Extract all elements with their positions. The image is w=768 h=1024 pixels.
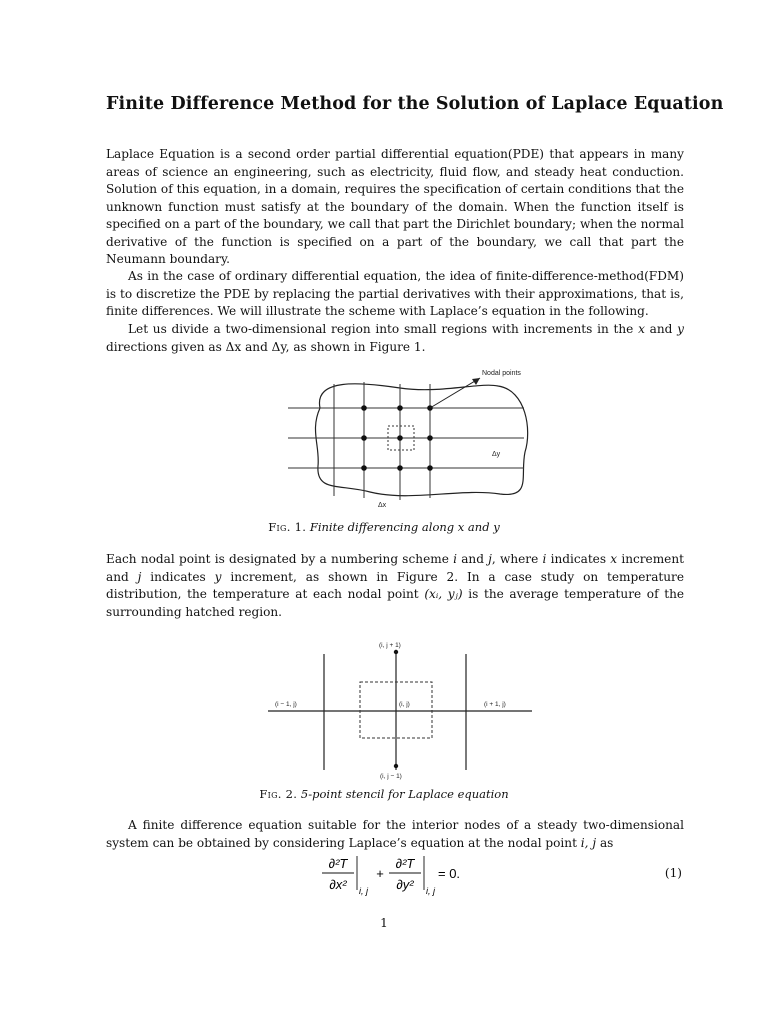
nodal-point: [361, 465, 367, 471]
node-bottom-label: (i, j − 1): [380, 773, 402, 780]
nodal-point: [397, 405, 403, 411]
nodal-point: [427, 465, 433, 471]
page-number: 1: [380, 916, 388, 930]
nodal-pointer-arrow: [430, 378, 480, 408]
paragraph-nodal-scheme: Each nodal point is designated by a numbering scheme i and j, where i indicates x increment and j indicates y increment, as shown in Figure 2. In a case study on temperature distribution, the temperature at each nodal point (xᵢ, yⱼ) is the average temperature of the surrounding hatched region.: [106, 552, 685, 619]
eq-subscript-2: i, j: [426, 886, 435, 896]
node-top: [394, 650, 398, 654]
nodal-point: [397, 435, 403, 441]
figure-1-caption: Fig. 1. Finite differencing along x and y: [268, 520, 500, 534]
node-bottom: [394, 764, 398, 768]
nodal-point: [361, 435, 367, 441]
equation-1: [0, 852, 768, 898]
domain-boundary: [315, 384, 527, 496]
paragraph-divide-region: Let us divide a two-dimensional region into small regions with increments in the x and y directions given as Δx and Δy, as shown in Figure 1.: [106, 322, 684, 354]
paragraph-intro: Laplace Equation is a second order partial differential equation(PDE) that appears in many areas of science an engineering, such as electricity, fluid flow, and steady heat conduction. Solution of this equation, in a domain, requires the specification of certain conditions that the unknown function must satisfy at the boundary of the domain. When the function itself is specified on a part of the boundary, we call that part the Dirichlet boundary; when the normal derivative of the function is specified on a part of the boundary, we call that part the Neumann boundary.: [106, 147, 684, 266]
node-right-label: (i + 1, j): [484, 701, 506, 708]
nodal-point: [397, 465, 403, 471]
eq-denominator-2: ∂y²: [396, 877, 414, 892]
paragraph-finite-difference-equation: A finite difference equation suitable for the interior nodes of a steady two-dimensional system can be obtained by considering Laplace’s equation at the nodal point i, j as: [106, 818, 684, 850]
figure-2-caption: Fig. 2. 5-point stencil for Laplace equation: [259, 787, 509, 801]
figure-2-diagram: [268, 640, 532, 782]
delta-y-label: Δy: [492, 451, 501, 458]
delta-x-label: Δx: [378, 502, 387, 509]
eq-numerator-1: ∂²T: [328, 856, 348, 871]
page-title: Finite Difference Method for the Solution of Laplace Equation: [106, 94, 724, 114]
nodal-point: [361, 405, 367, 411]
eq-numerator-2: ∂²T: [395, 856, 415, 871]
figure-1-diagram: [280, 360, 540, 516]
paragraph-fdm-idea: As in the case of ordinary differential equation, the idea of finite-difference-method(FDM) is to discretize the PDE by replacing the partial derivatives with their approximations, that is, finite differences. We will illustrate the scheme with Laplace’s equation in the following.: [106, 269, 684, 318]
eq-rhs: = 0.: [438, 866, 461, 881]
equation-number: (1): [664, 866, 682, 880]
nodal-point: [427, 435, 433, 441]
node-left-label: (i − 1, j): [275, 701, 297, 708]
eq-plus: +: [376, 866, 384, 881]
node-center-label: (i, j): [399, 701, 410, 708]
node-top-label: (i, j + 1): [379, 642, 401, 649]
nodal-points-label: Nodal points: [482, 370, 521, 377]
eq-subscript-1: i, j: [359, 886, 368, 896]
eq-denominator-1: ∂x²: [329, 877, 347, 892]
